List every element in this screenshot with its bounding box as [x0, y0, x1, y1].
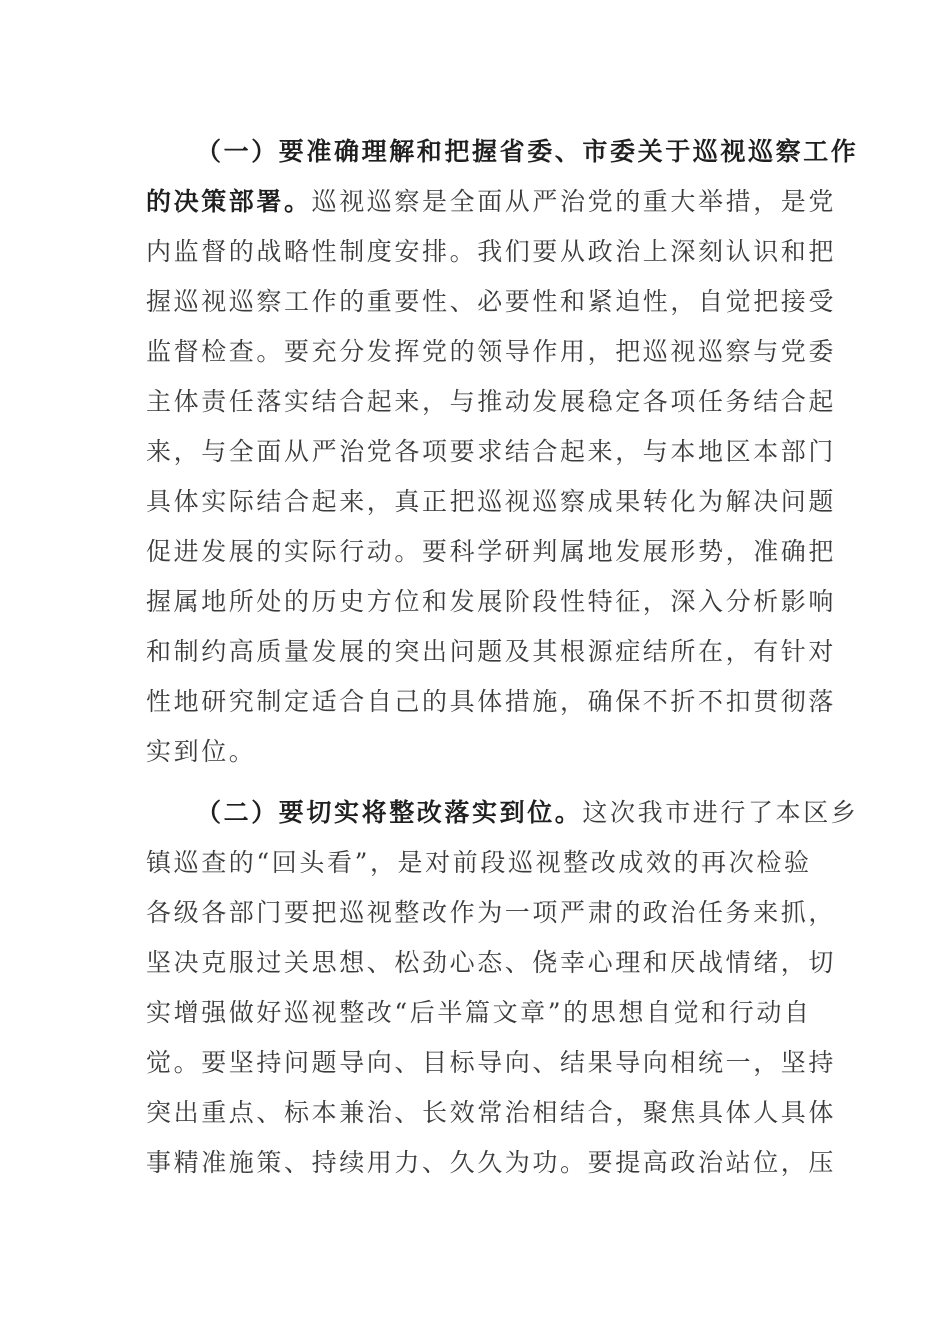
text-line: [146, 1038, 837, 1088]
body-text: 巡视巡察是全面从严治党的重大举措，是党: [311, 187, 837, 216]
paragraph-2: [146, 788, 859, 1188]
text-line: [146, 227, 837, 277]
body-text: 主体责任落实结合起来，与推动发展稳定各项任务结合起: [146, 387, 837, 416]
text-line: [146, 838, 812, 888]
text-line: [146, 177, 837, 227]
bold-heading-text: 的决策部署。: [146, 187, 312, 216]
body-text: 监督检查。要充分发挥党的领导作用，把巡视巡察与党委: [146, 337, 837, 366]
body-text: 觉。要坚持问题导向、目标导向、结果导向相统一，坚持: [146, 1048, 837, 1077]
text-line: [146, 577, 837, 627]
text-line: [146, 788, 859, 838]
body-text: 促进发展的实际行动。要科学研判属地发展形势，准确把: [146, 537, 837, 566]
text-line: [146, 938, 837, 988]
body-text: 坚决克服过关思想、松劲心态、侥幸心理和厌战情绪，切: [146, 948, 837, 977]
text-line: [146, 627, 837, 677]
body-text: 内监督的战略性制度安排。我们要从政治上深刻认识和把: [146, 237, 837, 266]
text-line: [146, 727, 806, 777]
body-text: 和制约高质量发展的突出问题及其根源症结所在，有针对: [146, 637, 837, 666]
body-text: 握属地所处的历史方位和发展阶段性特征，深入分析影响: [146, 587, 837, 616]
body-text: 事精准施策、持续用力、久久为功。要提高政治站位，压: [146, 1148, 837, 1177]
body-text: 性地研究制定适合自己的具体措施，确保不折不扣贯彻落: [146, 687, 837, 716]
text-line: [146, 377, 837, 427]
paragraph-1: [146, 127, 859, 777]
body-text: 来，与全面从严治党各项要求结合起来，与本地区本部门: [146, 437, 837, 466]
body-text: 这次我市进行了本区乡: [582, 798, 859, 827]
bold-heading-text: （二）要切实将整改落实到位。: [196, 798, 583, 827]
body-text: 突出重点、标本兼治、长效常治相结合，聚焦具体人具体: [146, 1098, 837, 1127]
body-text: 具体实际结合起来，真正把巡视巡察成果转化为解决问题: [146, 487, 837, 516]
text-line: [146, 988, 812, 1038]
text-line: [146, 427, 837, 477]
text-line: [146, 277, 837, 327]
text-line: [146, 888, 837, 938]
text-line: [146, 327, 837, 377]
body-text: 各级各部门要把巡视整改作为一项严肃的政治任务来抓，: [146, 898, 837, 927]
text-line: [146, 477, 837, 527]
body-text: 实增强做好巡视整改“后半篇文章”的思想自觉和行动自: [146, 998, 812, 1027]
body-text: 镇巡查的“回头看”，是对前段巡视整改成效的再次检验: [146, 848, 812, 877]
text-line: [146, 527, 837, 577]
bold-heading-text: （一）要准确理解和把握省委、市委关于巡视巡察工作: [196, 137, 859, 166]
text-line: [146, 677, 837, 727]
body-text: 握巡视巡察工作的重要性、必要性和紧迫性，自觉把接受: [146, 287, 837, 316]
text-line: [146, 1138, 837, 1188]
text-line: [146, 127, 859, 177]
body-text: 实到位。: [146, 737, 257, 766]
text-line: [146, 1088, 837, 1138]
